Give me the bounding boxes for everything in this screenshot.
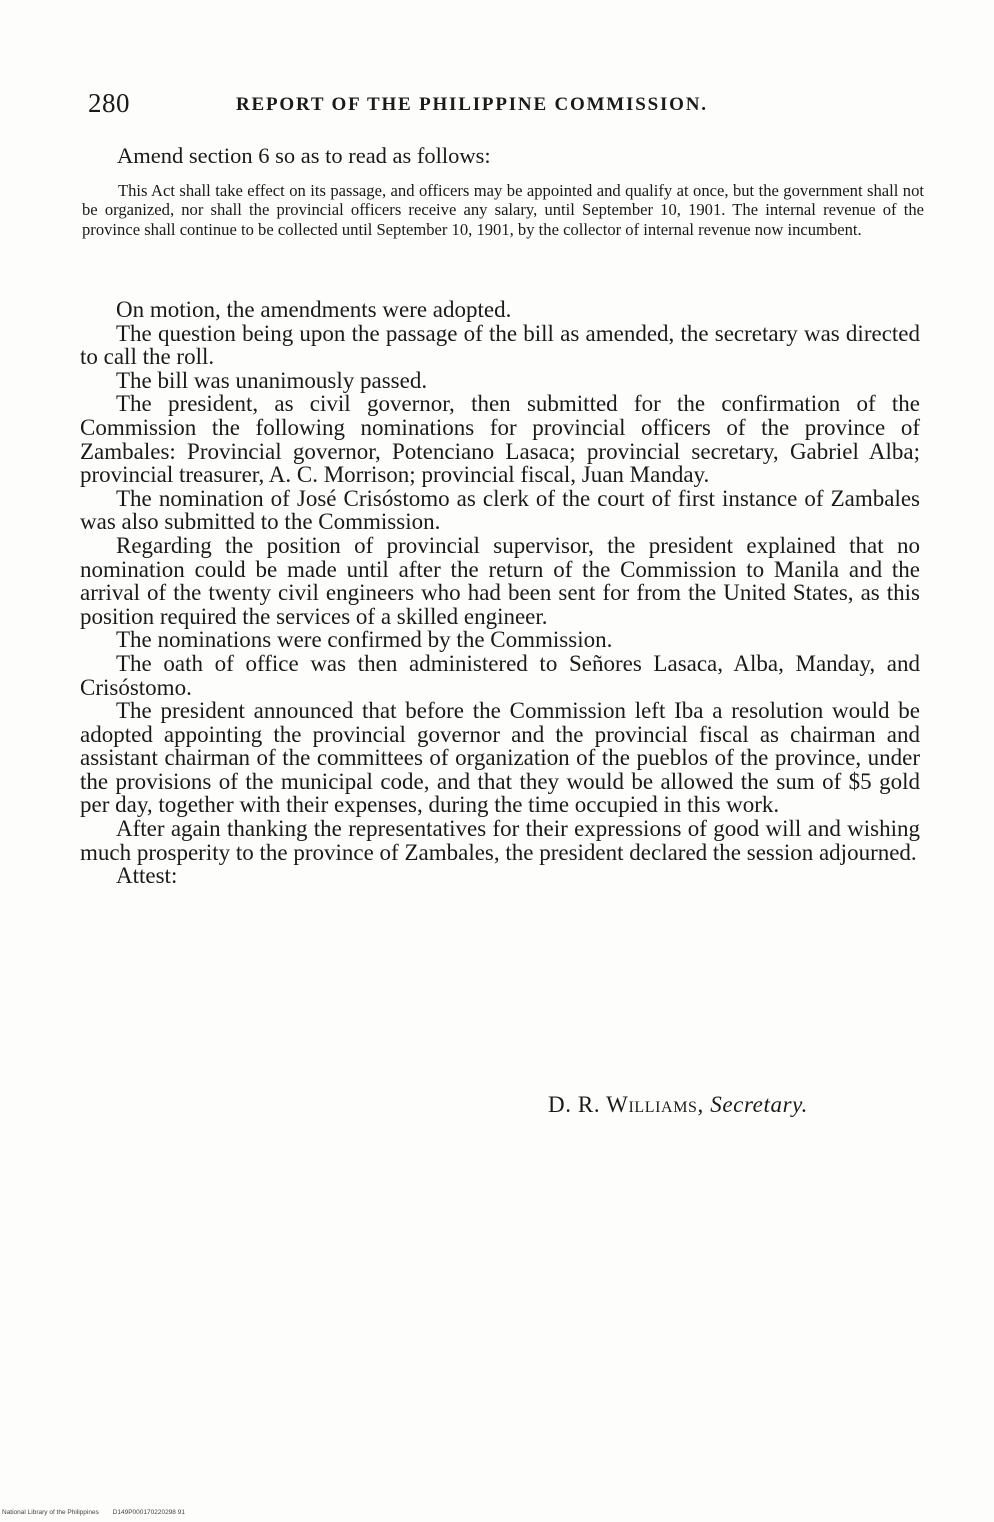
scan-footer xyxy=(2,1509,185,1516)
paragraph: The oath of office was then administered to Señores Lasaca, Alba, Manday, and Crisóstomo. xyxy=(80,650,920,700)
quoted-amendment-text: This Act shall take effect on its passage, and officers may be appointed and qualify at once, but the government shall not be organized, nor shall the provincial officers receive any salary, until September 10, 1901. The internal revenue of the province shall continue to be collected until September 10, 1901, by the collector of internal revenue now incumbent. xyxy=(82,181,924,239)
attest-label: Attest: xyxy=(116,863,178,889)
page-number: 280 xyxy=(88,88,130,118)
paragraph: The nomination of José Crisóstomo as clerk of the court of first instance of Zambales was also submitted to the Commission. xyxy=(80,485,920,535)
paragraph: The bill was unanimously passed. xyxy=(116,367,428,393)
signatory-title: Secretary. xyxy=(710,1092,809,1117)
paragraph: The president announced that before the Commission left Iba a resolution would be adopted appointing the provincial governor and the provincial fiscal as chairman and assistant chairman of the committees of organization of the pueblos of the province, under the provisions of the municipal code, and that they would be allowed the sum of $5 gold per day, together with their expenses, during the time occupied in this work. xyxy=(80,698,920,818)
paragraph: The president, as civil governor, then submitted for the confirmation of the Commission the following nominations for provincial officers of the province of Zambales: Provincial governor, Potenciano Lasaca; provincial secretary, Gabriel Alba; provincial treasurer, A. C. Morrison; provincial fiscal, Juan Manday. xyxy=(80,391,920,488)
paragraph: The nominations were confirmed by the Commission. xyxy=(116,627,613,653)
paragraph: Regarding the position of provincial supervisor, the president explained that no nomination could be made until after the return of the Commission to Manila and the arrival of the twenty civil engineers who had been sent for from the United States, as this position required the services of a skilled engineer. xyxy=(80,532,920,629)
footer-code: D149P000170220298 91 xyxy=(112,1509,185,1516)
paragraph: After again thanking the representatives for their expressions of good will and wishing much prosperity to the province of Zambales, the president declared the session adjourned. xyxy=(80,816,920,865)
paragraph: The question being upon the passage of the bill as amended, the secretary was directed to call the roll. xyxy=(80,320,920,370)
page-header xyxy=(88,88,918,128)
amendment-intro: Amend section 6 so as to read as follows: xyxy=(117,143,491,168)
running-title: REPORT OF THE PHILIPPINE COMMISSION. xyxy=(236,94,708,115)
signature-block xyxy=(548,1092,808,1118)
footer-library: National Library of the Philippines xyxy=(2,1509,99,1516)
paragraph: On motion, the amendments were adopted. xyxy=(116,297,512,322)
body-text xyxy=(80,298,920,888)
signatory-name: D. R. Williams, xyxy=(548,1092,704,1117)
